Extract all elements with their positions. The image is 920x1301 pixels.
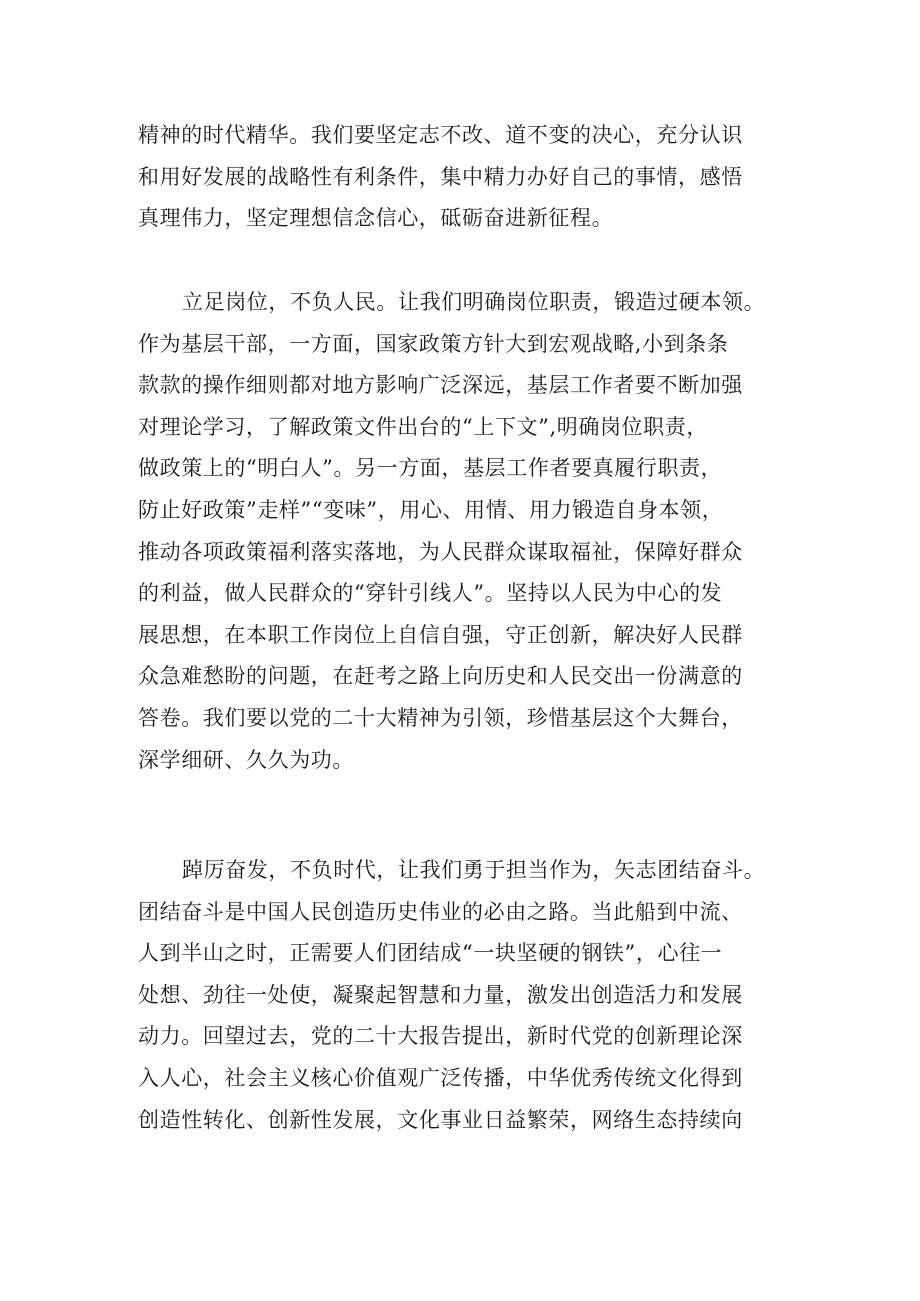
paragraph-line: 踔厉奋发，不负时代，让我们勇于担当作为，矢志团结奋斗。	[182, 858, 766, 882]
paragraph-line: 真理伟力，坚定理想信念信心，砥砺奋进新征程。	[138, 206, 614, 231]
paragraph-line: 的利益，做人民群众的“穿针引线人”。坚持以人民为中心的发	[138, 581, 723, 606]
paragraph-line: 深学细研、久久为功。	[138, 747, 354, 772]
paragraph-line: 做政策上的“明白人”。另一方面，基层工作者要真履行职责，	[138, 456, 723, 481]
paragraph-line: 处想、劲往一处使，凝聚起智慧和力量，激发出创造活力和发展	[138, 982, 743, 1007]
paragraph-line: 展思想，在本职工作岗位上自信自强，守正创新，解决好人民群	[138, 622, 743, 647]
paragraph-3	[138, 850, 798, 1141]
paragraph-line: 作为基层干部，一方面，国家政策方针大到宏观战略,小到条条	[138, 331, 729, 356]
paragraph-line: 人到半山之时，正需要人们团结成“一块坚硬的钢铁”，心往一	[138, 941, 723, 966]
paragraph-2	[138, 282, 798, 781]
paragraph-line: 款款的操作细则都对地方影响广泛深远，基层工作者要不断加强	[138, 373, 743, 398]
paragraph-line: 对理论学习，了解政策文件出台的“上下文”,明确岗位职责，	[138, 414, 708, 439]
paragraph-line: 创造性转化、创新性发展，文化事业日益繁荣，网络生态持续向	[138, 1107, 743, 1132]
paragraph-1	[138, 115, 798, 240]
paragraph-line: 团结奋斗是中国人民创造历史伟业的必由之路。当此船到中流、	[138, 899, 743, 924]
paragraph-line: 动力。回望过去，党的二十大报告提出，新时代党的创新理论深	[138, 1024, 743, 1049]
paragraph-line: 推动各项政策福利落实落地，为人民群众谋取福祉，保障好群众	[138, 539, 743, 564]
paragraph-line: 众急难愁盼的问题，在赶考之路上向历史和人民交出一份满意的	[138, 664, 743, 689]
paragraph-line: 立足岗位，不负人民。让我们明确岗位职责，锻造过硬本领。	[182, 290, 766, 314]
paragraph-line: 防止好政策”走样”“变味”，用心、用情、用力锻造自身本领，	[138, 497, 724, 522]
paragraph-line: 答卷。我们要以党的二十大精神为引领，珍惜基层这个大舞台，	[138, 705, 743, 730]
paragraph-line: 和用好发展的战略性有利条件，集中精力办好自己的事情，感悟	[138, 164, 743, 189]
paragraph-line: 精神的时代精华。我们要坚定志不改、道不变的决心，充分认识	[138, 123, 743, 147]
paragraph-line: 入人心，社会主义核心价值观广泛传播，中华优秀传统文化得到	[138, 1065, 743, 1090]
